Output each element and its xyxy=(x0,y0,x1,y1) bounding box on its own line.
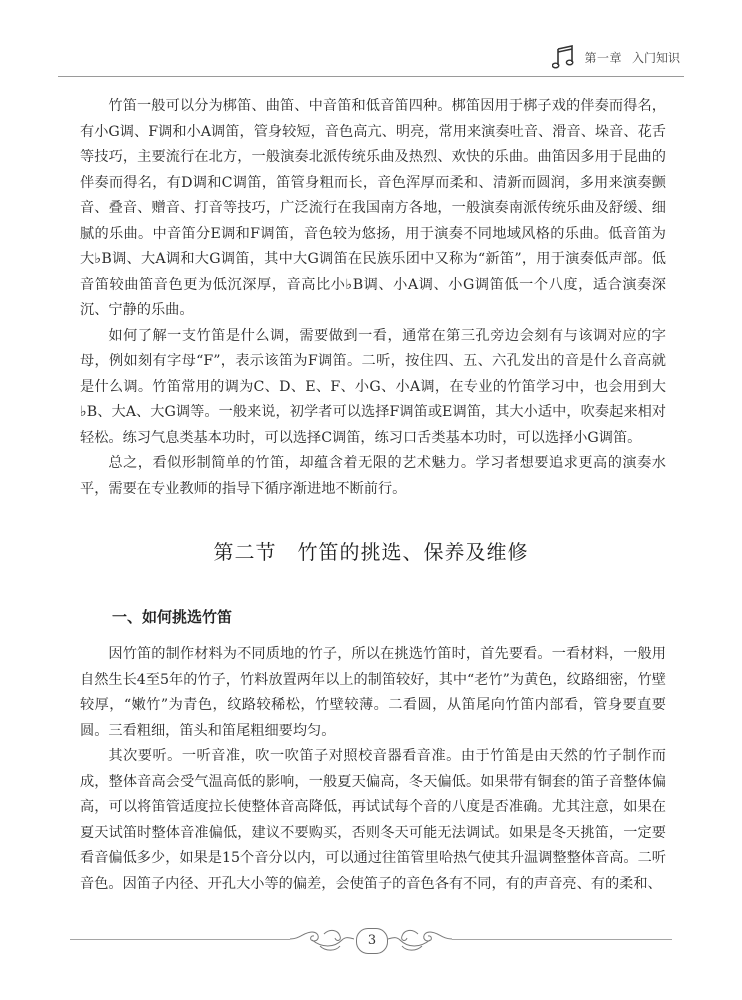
chapter-label: 第一章 xyxy=(584,50,622,65)
paragraph: 其次要听。一听音准，吹一吹笛子对照校音器看音准。由于竹笛是由天然的竹子制作而成，整体音高会受气温高低的影响，一般夏天偏高，冬天偏低。如果带有铜套的笛子音整体偏高，可以将笛管适度拉长使整体音高降低，再试试每个音的八度是否准确。尤其注意，如果在夏天试笛时整体音准偏低，建议不要购买，否则冬天可能无法调试。如果是冬天挑笛，一定要看音偏低多少，如果是15个音分以内，可以通过往笛管里哈热气使其升温调整整体音高。二听音色。因笛子内径、开孔大小等的偏差，会使笛子的音色各有不同，有的声音亮、有的柔和、 xyxy=(80,748,666,892)
paragraph: 因竹笛的制作材料为不同质地的竹子，所以在挑选竹笛时，首先要看。一看材料，一般用自然生长4至5年的竹子，竹料放置两年以上的制笛较好，其中“老竹”为黄色，纹路细密，竹壁较厚，“嫩竹”为青色，纹路较稀松，竹壁较薄。二看圆，从笛尾向竹笛内部看，管身要直要圆。三看粗细，笛头和笛尾粗细要均匀。 xyxy=(80,646,666,739)
section-title: 第二节 竹笛的挑选、保养及维修 xyxy=(213,540,529,564)
running-header xyxy=(552,44,680,70)
footer-rule xyxy=(452,939,672,940)
flourish-ornament-icon xyxy=(290,926,354,954)
page-footer xyxy=(70,922,672,958)
intro-text xyxy=(80,94,666,502)
paragraph: 如何了解一支竹笛是什么调，需要做到一看，通常在第三孔旁边会刻有与该调对应的字母，例如刻有字母“F”，表示该笛为F调笛。二听，按住四、五、六孔发出的音是什么音高就是什么调。竹笛常用的调为C、D、E、F、小G、小A调，在专业的竹笛学习中，也会用到大♭B、大A、大G调等。一般来说，初学者可以选择F调笛或E调笛，其大小适中，吹奏起来相对轻松。练习气息类基本功时，可以选择C调笛，练习口舌类基本功时，可以选择小G调笛。 xyxy=(80,327,666,446)
music-note-icon xyxy=(552,45,574,69)
subsection-title: 一、如何挑选竹笛 xyxy=(112,608,233,626)
paragraph: 总之，看似形制简单的竹笛，却蕴含着无限的艺术魅力。学习者想要追求更高的演奏水平，需要在专业教师的指导下循序渐进地不断前行。 xyxy=(80,455,666,497)
header-rule xyxy=(58,76,684,77)
paragraph: 竹笛一般可以分为梆笛、曲笛、中音笛和低音笛四种。梆笛因用于梆子戏的伴奏而得名，有小G调、F调和小A调笛，管身较短，音色高亢、明亮，常用来演奏吐音、滑音、垛音、花舌等技巧，主要流行在北方，一般演奏北派传统乐曲及热烈、欢快的乐曲。曲笛因多用于昆曲的伴奏而得名，有D调和C调笛，笛管身粗而长，音色浑厚而柔和、清新而圆润，多用来演奏颤音、叠音、赠音、打音等技巧，广泛流行在我国南方各地，一般演奏南派传统乐曲及舒缓、细腻的乐曲。中音笛分E调和F调笛，音色较为悠扬，用于演奏不同地域风格的乐曲。低音笛为大♭B调、大A调和大G调笛，其中大G调笛在民族乐团中又称为“新笛”，用于演奏低声部。低音笛较曲笛音色更为低沉深厚，音高比小♭B调、小A调、小G调笛低一个八度，适合演奏深沉、宁静的乐曲。 xyxy=(80,98,666,318)
footer-rule xyxy=(70,939,290,940)
chapter-title: 入门知识 xyxy=(631,50,680,65)
flourish-ornament-icon xyxy=(388,926,452,954)
selection-text xyxy=(80,642,666,897)
page-number: 3 xyxy=(356,928,388,954)
